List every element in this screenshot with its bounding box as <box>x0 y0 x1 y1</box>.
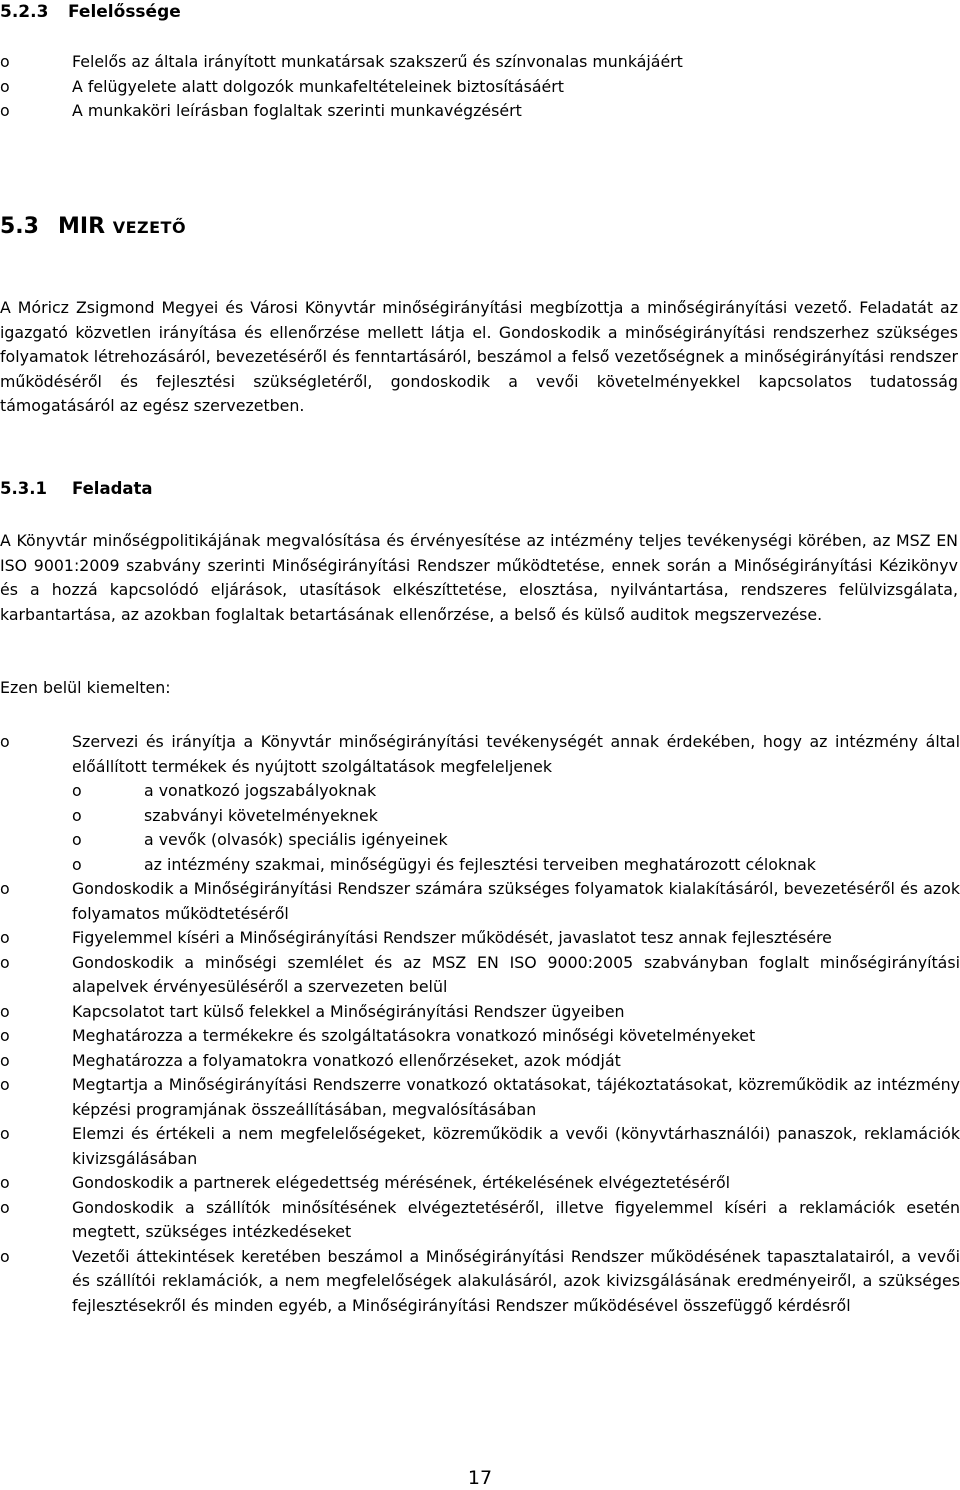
list-item: o Elemzi és értékeli a nem megfelelőségeket, közreműködik a vevői (könyvtárhasználói) panaszok, reklamációk kivizsgálásában <box>0 1124 960 1168</box>
bullet: o <box>0 879 10 898</box>
bullet: o <box>0 76 10 96</box>
sub-list-item: o szabványi követelményeknek <box>72 804 960 829</box>
section-number: 5.3.1 <box>0 479 47 498</box>
list-item: o Meghatározza a termékekre és szolgáltatásokra vonatkozó minőségi követelményeket <box>0 1024 960 1049</box>
list-item: o Gondoskodik a minőségi szemlélet és az MSZ EN ISO 9000:2005 szabványban foglalt minőségirányítási alapelvek érvényesüléséről a szervezeten belül <box>0 952 960 996</box>
section-title: Feladata <box>72 479 153 498</box>
bullet: o <box>0 1075 10 1094</box>
list-item: o Gondoskodik a Minőségirányítási Rendszer számára szükséges folyamatok kialakításáról, bevezetéséről és azok folyamatos működtetéséről <box>0 879 960 923</box>
list-item: o Meghatározza a folyamatokra vonatkozó ellenőrzéseket, azok módját <box>0 1049 960 1074</box>
sub-list-item: o a vevők (olvasók) speciális igényeinek <box>72 828 960 853</box>
list-item: o Vezetői áttekintések keretében beszámol a Minőségirányítási Rendszer működésének tapasztalatairól, a vevői és szállítói reklamációk, a nem megfelelőségek alakulásáról, azok kivizsgálásának eredményeiről, a szükséges fejlesztésekről és minden egyéb, a Minőségirányítási Rendszer működésével összefüggő kérdésről <box>0 1246 960 1315</box>
mir-leader-paragraph: A Móricz Zsigmond Megyei és Városi Könyvtár minőségirányítási megbízottja a minőségirányítási vezető. Feladatát az igazgató közvetlen irányítása és ellenőrzése mellett látja el. Gondoskodik a minőségirányítási rendszerhez szükséges folyamatok létrehozásáról, bevezetéséről és fenntartásáról, beszámol a felső vezetőségnek a minőségirányítási rendszer működéséről és fejlesztési szükségletéről, gondoskodik a vevői követelményekkel kapcsolatos tudatosság támogatásáról az egész szervezetben. <box>0 298 958 415</box>
sub-list-item: o az intézmény szakmai, minőségügyi és fejlesztési terveiben meghatározott céloknak <box>72 853 960 878</box>
tasks-paragraph: A Könyvtár minőségpolitikájának megvalósítása és érvényesítése az intézmény teljes tevékenységi körében, az MSZ EN ISO 9001:2009 szabvány szerinti Minőségirányítási Rendszer működtetése, ennek során a Minőségirányítási Kézikönyv és a hozzá kapcsolódó eljárások, utasítások elkészíttetése, elosztása, nyilvántartása, rendszeres felülvizsgálata, karbantartása, az azokban foglaltak betartásának ellenőrzése, a belső és külső auditok megszervezése. <box>0 531 958 624</box>
section-heading-5-3-1 <box>0 477 153 501</box>
list-item: o Gondoskodik a szállítók minősítésének elvégeztetéséről, illetve figyelemmel kíséri a reklamációk esetén megtett, szükséges intézkedéseket <box>0 1197 960 1241</box>
bullet: o <box>0 1197 10 1217</box>
bullet: o <box>72 830 82 849</box>
section-title-part1: MIR <box>58 214 106 239</box>
bullet: o <box>0 1050 10 1070</box>
list-item: o Gondoskodik a partnerek elégedettség mérésének, értékelésének elvégeztetéséről <box>0 1171 960 1196</box>
bullet: o <box>0 1246 10 1266</box>
section-title: Felelőssége <box>68 2 181 22</box>
bullet: o <box>0 1124 10 1143</box>
list-item: o A felügyelete alatt dolgozók munkafeltételeinek biztosításáért <box>0 75 960 100</box>
tasks-list <box>0 730 960 1318</box>
bullet: o <box>72 781 82 800</box>
section-number: 5.2.3 <box>0 2 49 22</box>
list-item: o Felelős az általa irányított munkatársak szakszerű és színvonalas munkájáért <box>0 50 960 75</box>
list-item: o Kapcsolatot tart külső felekkel a Minőségirányítási Rendszer ügyeiben <box>0 1000 960 1025</box>
responsibility-list <box>0 50 960 124</box>
bullet: o <box>0 928 10 947</box>
section-heading-5-3 <box>0 212 186 243</box>
list-item: o A munkaköri leírásban foglaltak szerinti munkavégzésért <box>0 99 960 124</box>
page-number: 17 <box>467 1467 493 1489</box>
list-item: o Szervezi és irányítja a Könyvtár minőségirányítási tevékenységét annak érdekében, hogy az intézmény által előállított termékek és nyújtott szolgáltatások megfeleljenek o a vonatkozó jogszabályoknak o szabványi követelményeknek o a vevők (olvasók) speciális igényeinek o az intézmény szakmai, minőségügyi és fejlesztési terveiben meghatározott céloknak <box>0 730 960 877</box>
section-number: 5.3 <box>0 214 39 239</box>
bullet: o <box>0 1026 10 1045</box>
bullet: o <box>0 732 10 751</box>
bullet: o <box>0 52 10 71</box>
list-item: o Megtartja a Minőségirányítási Rendszerre vonatkozó oktatásokat, tájékoztatásokat, közreműködik az intézmény képzési programjának összeállításában, megvalósításában <box>0 1075 960 1119</box>
sub-list <box>72 779 960 877</box>
list-item: o Figyelemmel kíséri a Minőségirányítási Rendszer működését, javaslatot tesz annak fejlesztésére <box>0 926 960 951</box>
bullet: o <box>72 805 82 825</box>
sub-list-item: o a vonatkozó jogszabályoknak <box>72 779 960 804</box>
bullet: o <box>72 854 82 874</box>
bullet: o <box>0 952 10 972</box>
bullet: o <box>0 1173 10 1192</box>
bullet: o <box>0 101 10 120</box>
section-title-part2: VEZETŐ <box>112 218 187 237</box>
bullet: o <box>0 1001 10 1021</box>
tasks-intro: Ezen belül kiemelten: <box>0 678 171 697</box>
section-heading-5-2-3 <box>0 0 181 24</box>
